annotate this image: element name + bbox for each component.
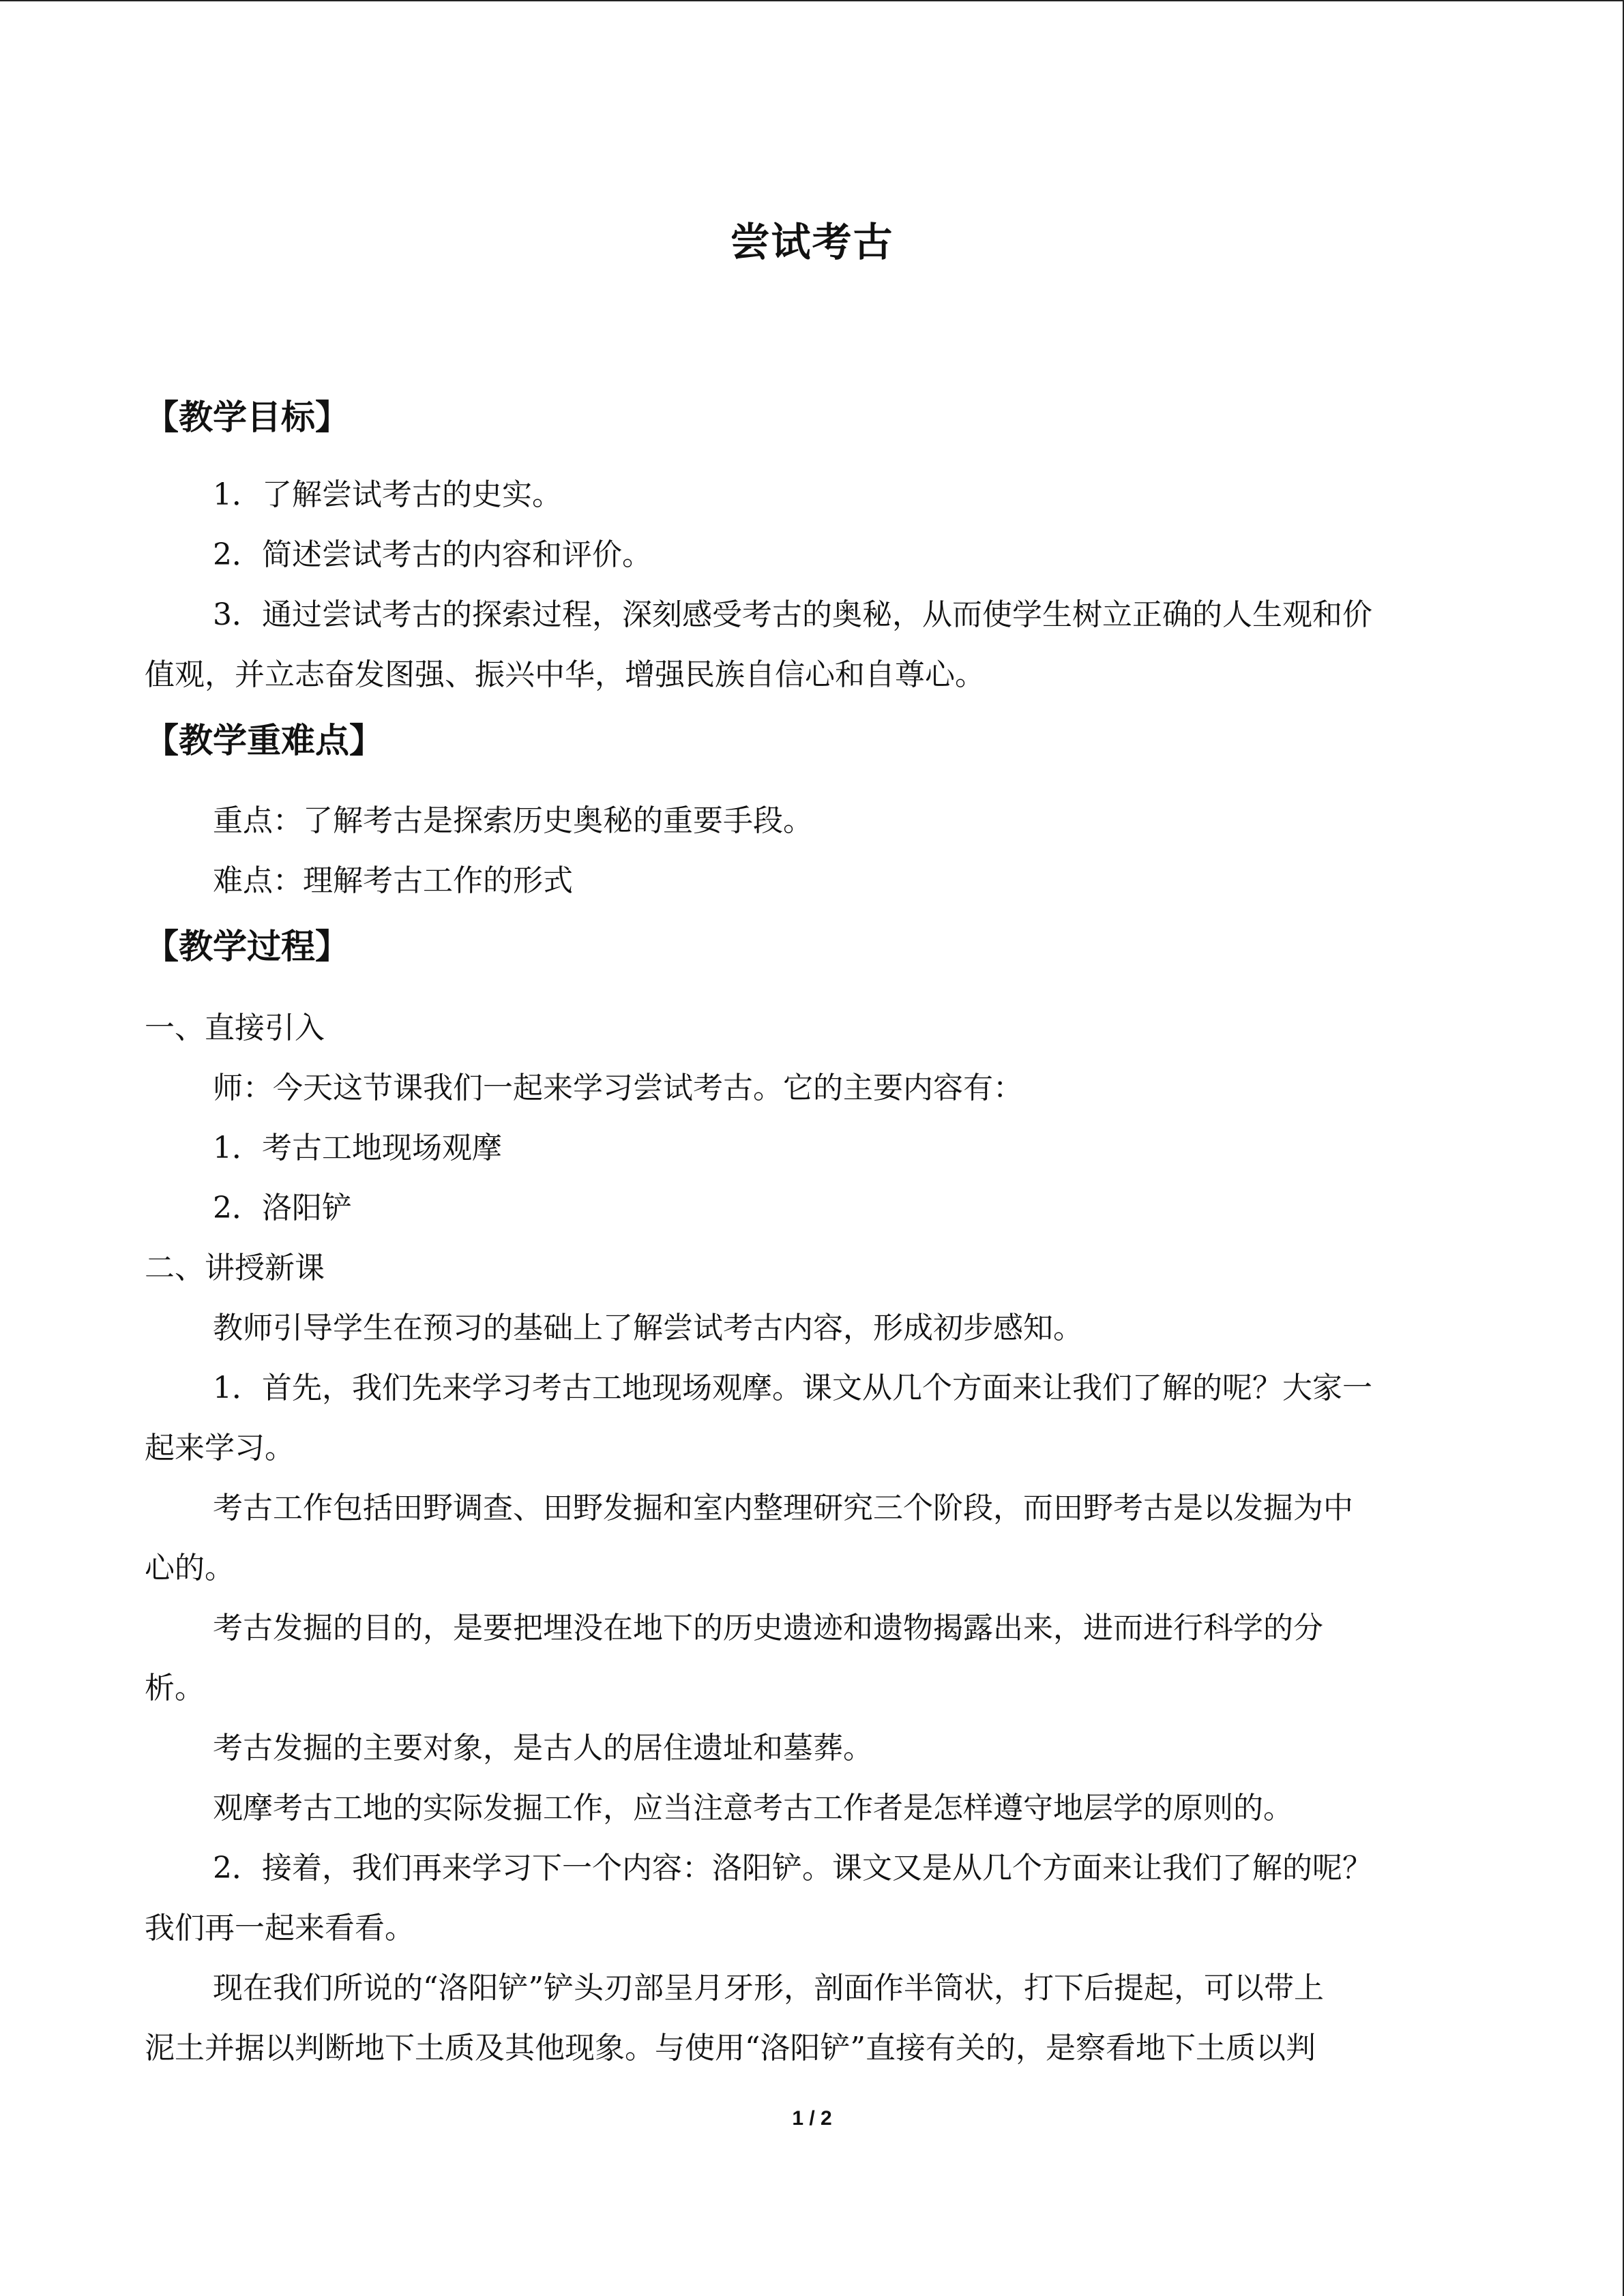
process-paragraph: 考古发掘的目的，是要把埋没在地下的历史遗迹和遗物揭露出来，进而进行科学的分 [213,1611,1323,1645]
key-point-item: 难点：理解考古工作的形式 [213,863,573,898]
heading-process: 【教学过程】 [145,926,349,966]
process-paragraph: 观摩考古工地的实际发掘工作，应当注意考古工作者是怎样遵守地层学的原则的。 [213,1791,1293,1825]
section-heading: 二、讲授新课 [145,1251,325,1285]
process-list-item: 1．考古工地现场观摩 [213,1131,502,1165]
objective-item: 3．通过尝试考古的探索过程，深刻感受考古的奥秘，从而使学生树立正确的人生观和价 [213,597,1372,632]
process-paragraph-continued: 析。 [145,1671,205,1705]
document-title: 尝试考古 [730,219,894,265]
section-heading: 一、直接引入 [145,1011,325,1045]
process-paragraph-continued: 我们再一起来看看。 [145,1911,415,1945]
process-paragraph: 教师引导学生在预习的基础上了解尝试考古内容，形成初步感知。 [213,1311,1083,1345]
objective-item: 2．简述尝试考古的内容和评价。 [213,537,652,572]
objective-item-continued: 值观，并立志奋发图强、振兴中华，增强民族自信心和自尊心。 [145,657,985,692]
process-paragraph: 2．接着，我们再来学习下一个内容：洛阳铲。课文又是从几个方面来让我们了解的呢？ [213,1851,1372,1885]
process-paragraph: 考古工作包括田野调查、田野发掘和室内整理研究三个阶段，而田野考古是以发掘为中 [213,1491,1353,1525]
objective-item: 1．了解尝试考古的史实。 [213,477,562,512]
process-paragraph-continued: 心的。 [145,1551,235,1585]
heading-objectives: 【教学目标】 [145,397,349,437]
heading-key-points: 【教学重难点】 [145,720,383,760]
process-paragraph: 考古发掘的主要对象，是古人的居住遗址和墓葬。 [213,1731,873,1765]
process-paragraph-continued: 泥土并据以判断地下土质及其他现象。与使用“洛阳铲”直接有关的，是察看地下土质以判 [145,2031,1316,2066]
process-paragraph: 现在我们所说的“洛阳铲”铲头刃部呈月牙形，剖面作半筒状，打下后提起，可以带上 [213,1971,1324,2006]
process-list-item: 2．洛阳铲 [213,1191,352,1225]
process-paragraph: 师：今天这节课我们一起来学习尝试考古。它的主要内容有： [213,1071,1023,1105]
page-number: 1 / 2 [792,2107,832,2130]
process-paragraph: 1．首先，我们先来学习考古工地现场观摩。课文从几个方面来让我们了解的呢？大家一 [213,1371,1372,1405]
key-point-item: 重点：了解考古是探索历史奥秘的重要手段。 [213,803,813,838]
process-paragraph-continued: 起来学习。 [145,1431,295,1465]
